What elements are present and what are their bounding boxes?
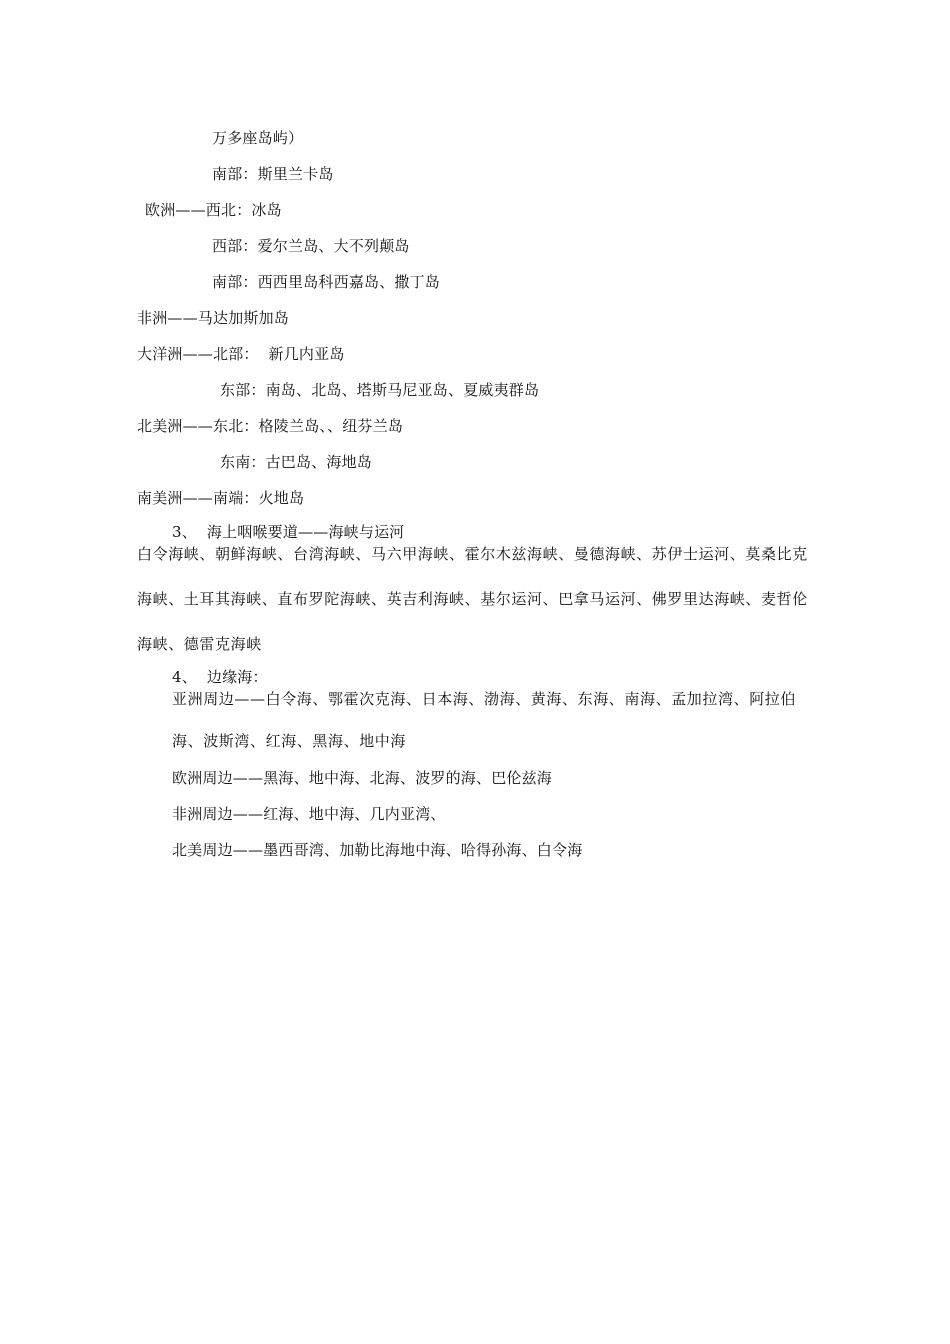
marginal-seas-asia: 亚洲周边——白令海、鄂霍次克海、日本海、渤海、黄海、东海、南海、孟加拉湾、阿拉伯海、波斯湾、红海、黑海、地中海 [172,690,797,750]
north-america-islands-southeast: 东南：古巴岛、海地岛 [220,453,373,471]
oceania-islands-north: 大洋洲——北部： 新几内亚岛 [137,345,345,363]
europe-islands-west: 西部：爱尔兰岛、大不列颠岛 [212,237,410,255]
europe-islands-south: 南部：西西里岛科西嘉岛、撒丁岛 [212,273,441,291]
marginal-seas-heading: 4、 边缘海： [172,668,268,686]
marginal-seas-north-america: 北美周边——墨西哥湾、加勒比海地中海、哈得孙海、白令海 [172,841,583,859]
marginal-seas-africa: 非洲周边——红海、地中海、几内亚湾、 [172,805,446,823]
south-america-islands-south: 南美洲——南端：火地岛 [137,489,305,507]
asia-islands-continuation: 万多座岛屿） [212,129,304,147]
asia-islands-south: 南部：斯里兰卡岛 [212,165,334,183]
straits-heading: 3、 海上咽喉要道——海峡与运河 [172,523,405,541]
europe-islands-northwest: 欧洲——西北：冰岛 [145,201,282,219]
oceania-islands-east: 东部：南岛、北岛、塔斯马尼亚岛、夏威夷群岛 [220,381,540,399]
straits-list: 白令海峡、朝鲜海峡、台湾海峡、马六甲海峡、霍尔木兹海峡、曼德海峡、苏伊士运河、莫桑比克海峡、土耳其海峡、直布罗陀海峡、英吉利海峡、基尔运河、巴拿马运河、佛罗里达海峡、麦哲伦海峡、德雷克海峡 [137,545,808,653]
north-america-islands-northeast: 北美洲——东北：格陵兰岛、、纽芬兰岛 [137,417,404,435]
marginal-seas-europe: 欧洲周边——黑海、地中海、北海、波罗的海、巴伦兹海 [172,769,553,787]
africa-islands: 非洲——马达加斯加岛 [137,309,290,327]
